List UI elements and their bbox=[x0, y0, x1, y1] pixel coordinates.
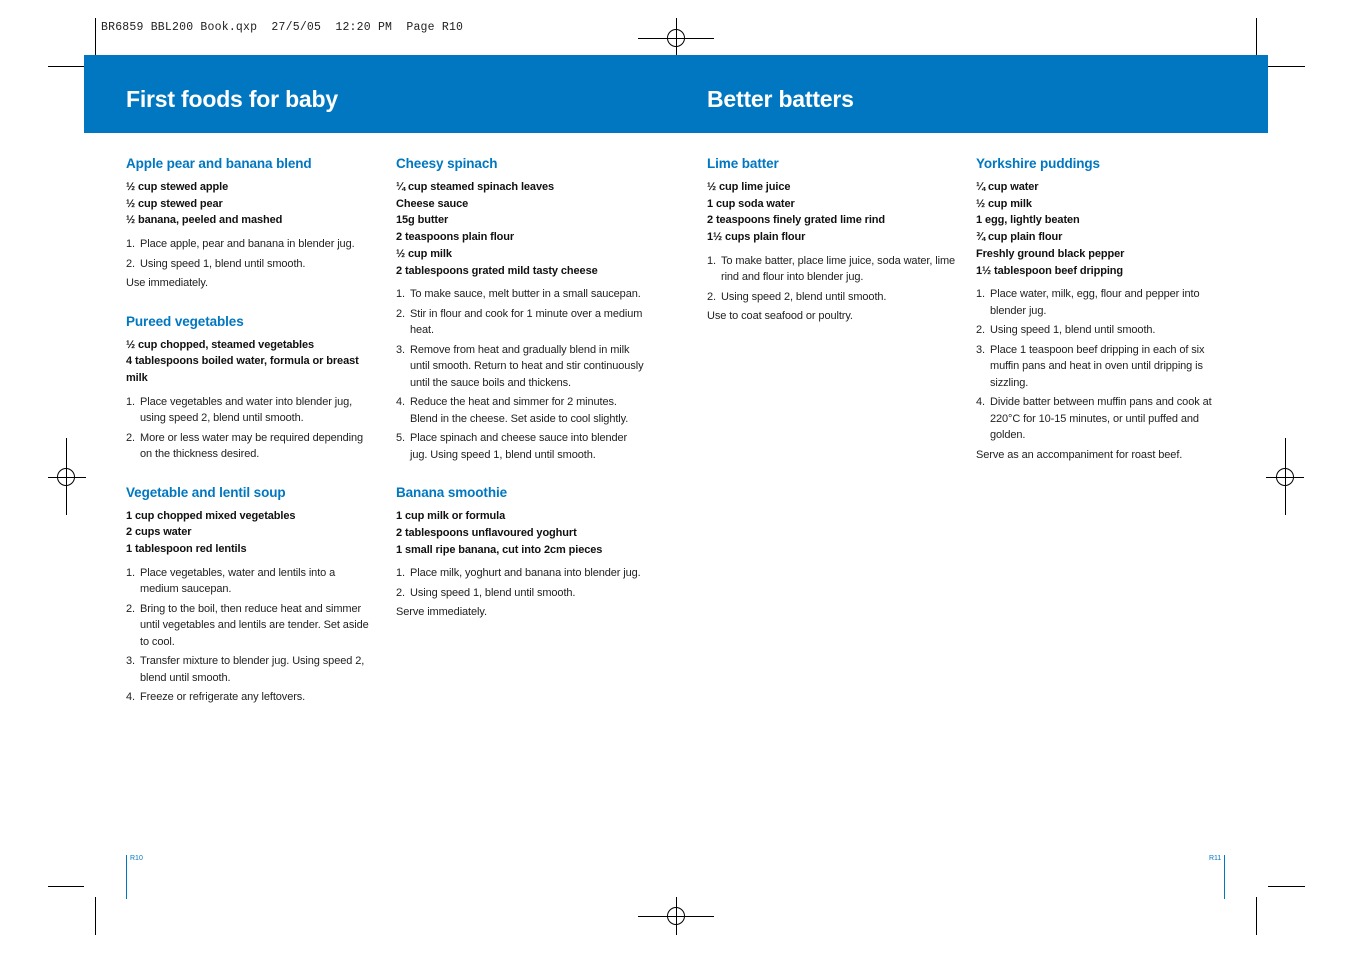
recipe-block bbox=[126, 485, 376, 706]
ingredient-item: 2 teaspoons plain flour bbox=[396, 231, 515, 244]
crop-mark bbox=[48, 66, 84, 67]
method-step bbox=[396, 306, 646, 339]
recipe-column bbox=[707, 156, 957, 347]
step-text: Reduce the heat and simmer for 2 minutes. Blend in the cheese. Set aside to cool slightly. bbox=[410, 396, 629, 425]
registration-line bbox=[676, 18, 677, 56]
step-number: 5. bbox=[396, 432, 405, 445]
step-text: Stir in flour and cook for 1 minute over a medium heat. bbox=[410, 307, 643, 337]
serving-note: Serve immediately. bbox=[396, 606, 487, 619]
ingredient-item: 1 small ripe banana, cut into 2cm pieces bbox=[396, 543, 603, 556]
step-text: Divide batter between muffin pans and cook at 220°C for 10-15 minutes, or until puffed and golden. bbox=[990, 396, 1212, 442]
serving-note: Use to coat seafood or poultry. bbox=[707, 310, 853, 323]
serving-note: Use immediately. bbox=[126, 277, 208, 290]
step-text: Place apple, pear and banana in blender jug. bbox=[140, 238, 355, 251]
step-text: Place water, milk, egg, flour and pepper into blender jug. bbox=[990, 288, 1200, 317]
method-step bbox=[126, 653, 376, 686]
step-number: 3. bbox=[976, 343, 985, 356]
recipe-block bbox=[396, 485, 646, 621]
ingredient-item: ½ cup stewed apple bbox=[126, 181, 229, 193]
step-text: Using speed 1, blend until smooth. bbox=[410, 586, 576, 599]
recipe-title: Vegetable and lentil soup bbox=[126, 484, 286, 500]
step-number: 1. bbox=[396, 567, 405, 580]
crop-mark bbox=[1268, 66, 1305, 67]
method-step bbox=[396, 585, 646, 602]
recipe-title: Cheesy spinach bbox=[396, 156, 498, 171]
step-text: Place vegetables, water and lentils into a medium saucepan. bbox=[140, 566, 336, 596]
step-text: Freeze or refrigerate any leftovers. bbox=[140, 691, 306, 704]
step-text: Place 1 teaspoon beef dripping in each of six muffin pans and heat in oven until dripping is sizzling. bbox=[990, 343, 1205, 389]
step-number: 2. bbox=[126, 602, 135, 615]
ingredient-item: Cheese sauce bbox=[396, 197, 469, 210]
step-number: 4. bbox=[976, 396, 985, 409]
step-text: More or less water may be required depending on the thickness desired. bbox=[140, 431, 364, 461]
ingredient-item: 1 egg, lightly beaten bbox=[976, 214, 1080, 227]
step-text: Transfer mixture to blender jug. Using speed 2, blend until smooth. bbox=[140, 655, 365, 684]
method-step bbox=[126, 689, 376, 706]
step-text: To make batter, place lime juice, soda water, lime rind and flour into blender jug. bbox=[721, 254, 956, 284]
ingredient-item: 1½ cups plain flour bbox=[707, 231, 806, 244]
method-step bbox=[707, 253, 957, 286]
recipe-block bbox=[126, 314, 376, 463]
step-text: Place spinach and cheese sauce into blender jug. Using speed 1, blend until smooth. bbox=[410, 432, 628, 461]
registration-line bbox=[48, 477, 86, 478]
ingredient-item: ½ cup stewed pear bbox=[126, 197, 223, 210]
crop-mark bbox=[1256, 18, 1257, 56]
crop-mark bbox=[48, 886, 84, 887]
step-text: Using speed 1, blend until smooth. bbox=[990, 324, 1156, 337]
method-steps bbox=[126, 394, 376, 463]
method-steps bbox=[396, 565, 646, 601]
ingredient-item: 1½ tablespoon beef dripping bbox=[976, 264, 1124, 277]
ingredient-item: ¼ cup water bbox=[976, 181, 1039, 193]
method-steps bbox=[126, 565, 376, 706]
method-steps bbox=[976, 286, 1226, 444]
recipe-block bbox=[707, 156, 957, 325]
step-number: 2. bbox=[707, 290, 716, 303]
recipe-block bbox=[976, 156, 1226, 463]
crop-mark bbox=[1256, 897, 1257, 935]
step-number: 4. bbox=[396, 396, 405, 409]
method-steps bbox=[707, 253, 957, 306]
step-number: 3. bbox=[126, 655, 135, 668]
ingredient-item: 2 tablespoons grated mild tasty cheese bbox=[396, 264, 598, 277]
ingredient-item: ¾ cup plain flour bbox=[976, 231, 1063, 244]
recipe-title: Pureed vegetables bbox=[126, 313, 244, 329]
recipe-title: Banana smoothie bbox=[396, 485, 508, 501]
method-step bbox=[396, 394, 646, 427]
method-step bbox=[976, 342, 1226, 392]
page-number-rule bbox=[126, 855, 127, 899]
recipe-column bbox=[976, 156, 1226, 485]
step-number: 2. bbox=[126, 257, 135, 270]
method-step bbox=[126, 236, 376, 253]
crop-mark bbox=[1268, 886, 1305, 887]
ingredient-item: Freshly ground black pepper bbox=[976, 247, 1125, 260]
ingredient-item: 1 cup chopped mixed vegetables bbox=[126, 509, 296, 522]
step-number: 1. bbox=[976, 288, 985, 301]
ingredient-item: 2 cups water bbox=[126, 526, 192, 539]
step-number: 2. bbox=[396, 307, 405, 320]
crop-mark bbox=[95, 18, 96, 56]
step-text: Bring to the boil, then reduce heat and simmer until vegetables and lentils are tender. Set aside to cool. bbox=[140, 602, 369, 648]
step-number: 2. bbox=[126, 431, 135, 444]
ingredient-item: ½ cup lime juice bbox=[707, 181, 791, 193]
registration-line bbox=[676, 897, 677, 935]
step-number: 1. bbox=[126, 238, 135, 251]
step-number: 1. bbox=[396, 288, 405, 301]
step-text: Place milk, yoghurt and banana into blender jug. bbox=[410, 567, 641, 580]
method-step bbox=[396, 565, 646, 582]
method-step bbox=[126, 394, 376, 427]
ingredient-item: 1 tablespoon red lentils bbox=[126, 543, 247, 556]
registration-line bbox=[1285, 438, 1286, 515]
step-number: 1. bbox=[126, 395, 135, 408]
right-page-number: R11 bbox=[1209, 855, 1222, 862]
step-number: 1. bbox=[126, 566, 135, 579]
step-text: Remove from heat and gradually blend in milk until smooth. Return to heat and stir continuously until the sauce boils and thickens. bbox=[410, 343, 644, 389]
ingredient-item: 1 cup soda water bbox=[707, 197, 795, 210]
left-page-number: R10 bbox=[130, 855, 143, 862]
step-text: Using speed 1, blend until smooth. bbox=[140, 257, 306, 270]
method-step bbox=[976, 286, 1226, 319]
ingredient-item: ½ banana, peeled and mashed bbox=[126, 214, 283, 227]
method-steps bbox=[126, 236, 376, 272]
step-number: 4. bbox=[126, 691, 135, 704]
ingredient-item: ½ cup milk bbox=[976, 197, 1032, 210]
step-number: 3. bbox=[396, 343, 405, 356]
method-step bbox=[976, 322, 1226, 339]
ingredient-item: ¼ cup steamed spinach leaves bbox=[396, 181, 555, 193]
ingredient-item: 15g butter bbox=[396, 214, 449, 227]
recipe-title: Yorkshire puddings bbox=[976, 156, 1100, 171]
recipe-column bbox=[126, 156, 376, 728]
recipe-title: Lime batter bbox=[707, 156, 779, 171]
step-number: 2. bbox=[976, 324, 985, 337]
method-step bbox=[396, 286, 646, 303]
recipe-title: Apple pear and banana blend bbox=[126, 156, 312, 171]
step-text: To make sauce, melt butter in a small saucepan. bbox=[410, 288, 641, 301]
step-number: 1. bbox=[707, 254, 716, 267]
recipe-block bbox=[126, 156, 376, 292]
method-step bbox=[707, 289, 957, 306]
method-step bbox=[396, 430, 646, 463]
left-page-title: First foods for baby bbox=[126, 86, 338, 112]
ingredient-item: 2 teaspoons finely grated lime rind bbox=[707, 214, 886, 227]
page-number-rule bbox=[1224, 855, 1225, 899]
right-page-title: Better batters bbox=[707, 86, 854, 112]
method-step bbox=[126, 601, 376, 651]
method-steps bbox=[396, 286, 646, 463]
step-text: Using speed 2, blend until smooth. bbox=[721, 290, 887, 303]
registration-line bbox=[66, 438, 67, 515]
method-step bbox=[126, 565, 376, 598]
crop-mark bbox=[95, 897, 96, 935]
method-step bbox=[396, 342, 646, 392]
ingredient-item: 2 tablespoons unflavoured yoghurt bbox=[396, 526, 577, 539]
method-step bbox=[126, 430, 376, 463]
recipe-column bbox=[396, 156, 646, 643]
ingredient-item: ½ cup chopped, steamed vegetables bbox=[126, 338, 315, 351]
ingredient-item: ½ cup milk bbox=[396, 247, 452, 260]
method-step bbox=[976, 394, 1226, 444]
step-text: Place vegetables and water into blender jug, using speed 2, blend until smooth. bbox=[140, 395, 353, 425]
recipe-block bbox=[396, 156, 646, 463]
ingredient-item: 4 tablespoons boiled water, formula or breast milk bbox=[126, 355, 359, 385]
method-step bbox=[126, 256, 376, 273]
ingredient-item: 1 cup milk or formula bbox=[396, 510, 506, 523]
step-number: 2. bbox=[396, 586, 405, 599]
serving-note: Serve as an accompaniment for roast beef. bbox=[976, 448, 1183, 461]
print-slug: BR6859 BBL200 Book.qxp 27/5/05 12:20 PM Page R10 bbox=[101, 21, 464, 34]
